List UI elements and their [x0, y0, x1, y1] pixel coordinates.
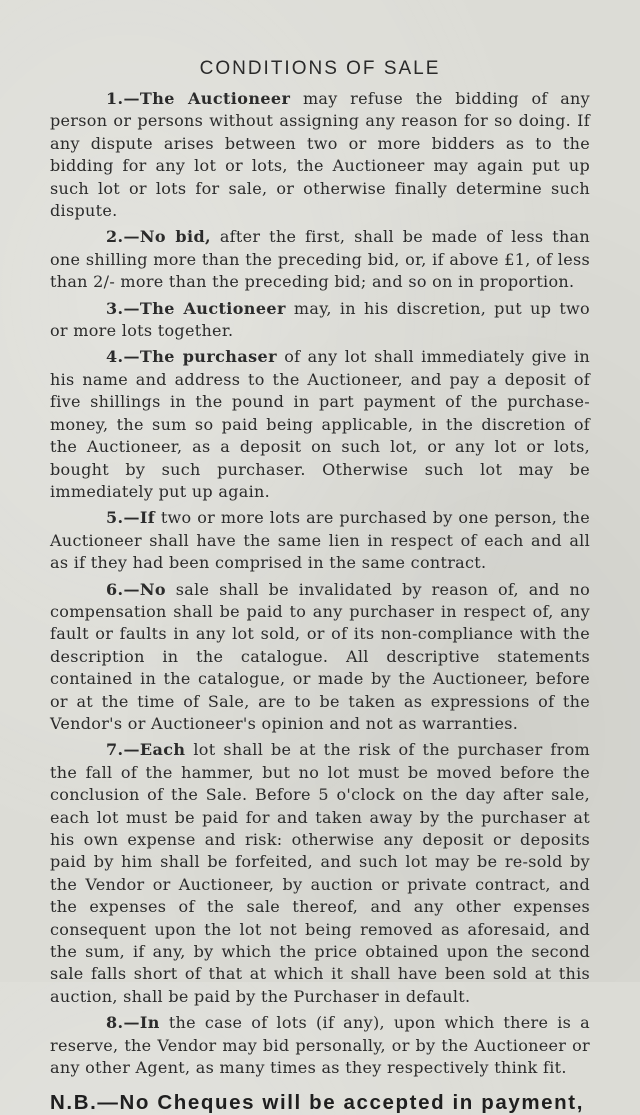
clause-5-text: two or more lots are purchased by one person, the Auctioneer shall have the same lien in respect of each and all as if they had been comprised in the same contract.: [50, 508, 590, 573]
conditions-of-sale-page: [50, 58, 590, 1115]
clause-7-text: lot shall be at the risk of the purchaser from the fall of the hammer, but no lot must be moved before the conclusion of the Sale. Before 5 o'clock on the day after sale, each lot must be paid for and taken away by the purchaser at his own expense and risk: otherwise any deposit or deposits paid by him shall be forfeited, and such lot may be re-sold by the Vendor or Auctioneer, by auction or private contract, and the expenses of the sale thereof, and any other expenses consequent upon the lot not being removed as aforesaid, and the sum, if any, by which the price obtained upon the second sale falls short of that at which it shall have been sold at this auction, shall be paid by the Purchaser in default.: [50, 740, 590, 1006]
clause-2: [50, 226, 590, 293]
clause-4-lead: 4.—The purchaser: [106, 347, 277, 367]
clause-3: [50, 298, 590, 343]
clause-4: [50, 346, 590, 503]
clause-8: [50, 1012, 590, 1079]
clause-1-text: may refuse the bidding of any person or persons without assigning any reason for so doing. If any dispute arises between two or more bidders as to the bidding for any lot or lots, the Auctioneer may again put up such lot or lots for sale, or otherwise finally determine such dispute.: [50, 89, 591, 221]
clause-4-text: of any lot shall immediately give in his name and address to the Auctioneer, and pay a deposit of five shillings in the pound in part payment of the purchase-money, the sum so paid being applicable, in the discretion of the Auctioneer, as a deposit on such lot, or any lot or lots, bought by such purchaser. Otherwise such lot may be immediately put up again.: [50, 347, 590, 501]
clause-5: [50, 507, 590, 574]
page-title: CONDITIONS OF SALE: [199, 58, 441, 79]
clause-7: [50, 739, 590, 1008]
clause-5-lead: 5.—If: [106, 508, 156, 528]
clause-2-text: after the first, shall be made of less than one shilling more than the preceding bid, or, if above £1, of less than 2/- more than the preceding bid; and so on in proportion.: [50, 227, 591, 292]
cheques-notice: N.B.—No Cheques will be accepted in payment,: [50, 1091, 585, 1115]
clause-6-text: sale shall be invalidated by reason of, and no compensation shall be paid to any purchaser in respect of, any fault or faults in any lot sold, or of its non-compliance with the description in the catalogue. All descriptive statements contained in the catalogue, or made by the Auctioneer, before or at the time of Sale, are to be taken as expressions of the Vendor's or Auctioneer's opinion and not as warranties.: [50, 579, 590, 733]
clause-6: [50, 579, 590, 736]
clause-8-lead: 8.—In: [106, 1013, 160, 1033]
clause-7-lead: 7.—Each: [106, 740, 186, 760]
clause-3-text: may, in his discretion, put up two or more lots together.: [50, 298, 590, 341]
clause-3-lead: 3.—The Auctioneer: [106, 298, 286, 318]
clause-2-lead: 2.—No bid,: [106, 227, 212, 247]
clause-1: [50, 88, 590, 222]
clause-8-text: the case of lots (if any), upon which there is a reserve, the Vendor may bid personally, or by the Auctioneer or any other Agent, as many times as they respectively think fit.: [50, 1013, 590, 1078]
clause-6-lead: 6.—No: [106, 579, 166, 599]
clause-1-lead: 1.—The Auctioneer: [106, 89, 291, 108]
